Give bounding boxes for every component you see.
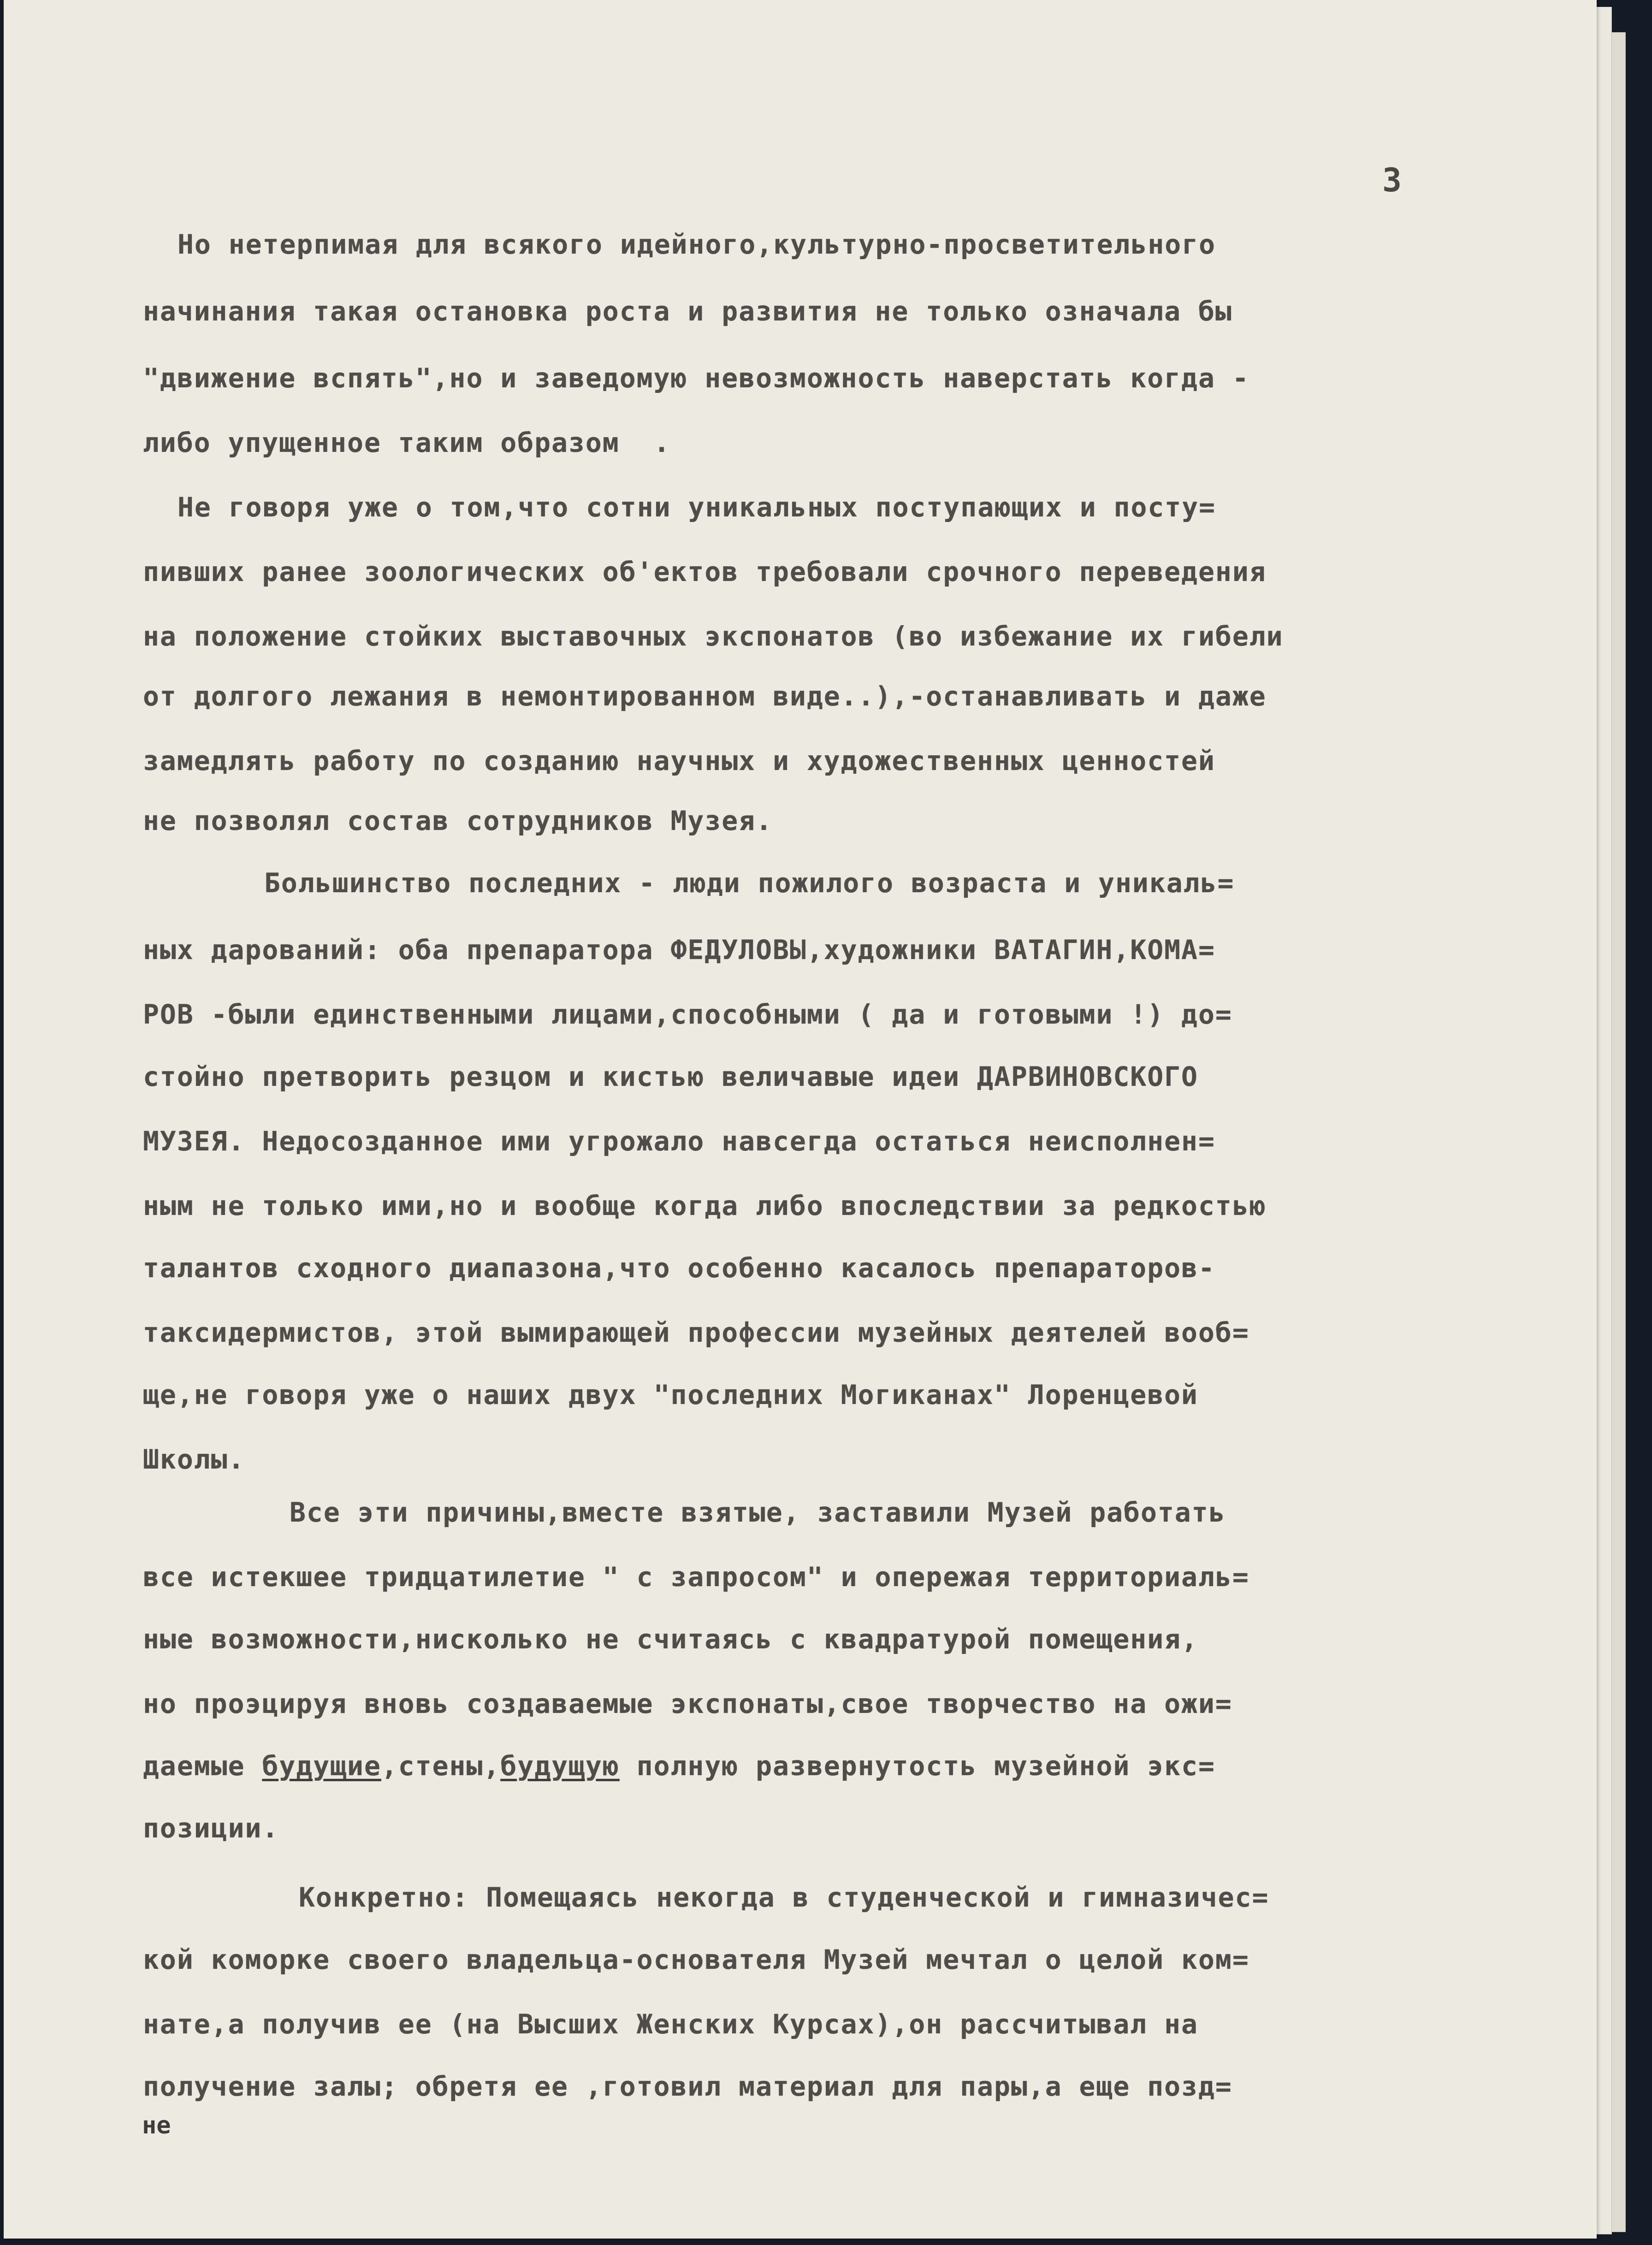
catchword: не [142,2112,171,2139]
text-line: получение залы; обретя ее ,готовил материал для пары,а еще позд= [143,2071,1232,2102]
text-line: "движение вспять",но и заведомую невозможность наверстать когда - [143,362,1249,394]
text-line: на положение стойких выставочных экспонатов (во избежание их гибели [143,621,1284,652]
text-line: талантов сходного диапазона,что особенно касалось препараторов- [143,1252,1215,1284]
text-line: ным не только ими,но и вообще когда либо впоследствии за редкостью [143,1190,1267,1221]
text-line: РОВ -были единственными лицами,способными ( да и готовыми !) до= [143,999,1232,1030]
text-line: все истекшее тридцатилетие " с запросом" и опережая территориаль= [143,1561,1249,1593]
underlined-word: будущую [500,1750,620,1782]
text-line: но проэцируя вновь создаваемые экспонаты,свое творчество на ожи= [143,1688,1232,1719]
text-line: Не говоря уже о том,что сотни уникальных поступающих и посту= [178,492,1216,523]
underlined-word: будущие [262,1750,381,1782]
text-line: ще,не говоря уже о наших двух "последних Могиканах" Лоренцевой [143,1379,1198,1410]
text-line: Школы. [143,1444,245,1475]
text-line: даемые будущие,стены,будущую полную развернутость музейной экс= [143,1750,1215,1782]
text-line: начинания такая остановка роста и развития не только означала бы [143,296,1232,327]
page-number: 3 [1382,161,1402,199]
text-line: Большинство последних - люди пожилого возраста и уникаль= [264,867,1235,899]
text-line: либо упущенное таким образом . [143,427,671,458]
text-line: Но нетерпимая для всякого идейного,культурно-просветительного [178,229,1216,260]
text-line: не позволял состав сотрудников Музея. [143,805,773,836]
text-line: замедлять работу по созданию научных и художественных ценностей [143,745,1215,776]
text-line: МУЗЕЯ. Недосозданное ими угрожало навсегда остаться неисполнен= [143,1125,1215,1157]
text-line: нате,а получив ее (на Высших Женских Курсах),он рассчитывал на [143,2008,1198,2040]
text-line: от долгого лежания в немонтированном виде..),-останавливать и даже [143,681,1267,712]
text-line: стойно претворить резцом и кистью величавые идеи ДАРВИНОВСКОГО [143,1061,1198,1092]
text-line: позиции. [143,1813,279,1844]
typewritten-page [4,0,1597,2239]
text-line: пивших ранее зоологических об'ектов требовали срочного переведения [143,556,1267,587]
text-line: Конкретно: Помещаясь некогда в студенческой и гимназичес= [299,1882,1269,1913]
text-line: кой коморке своего владельца-основателя Музей мечтал о целой ком= [143,1944,1249,1975]
text-line: ные возможности,нисколько не считаясь с квадратурой помещения, [143,1623,1198,1655]
text-line: ных дарований: оба препаратора ФЕДУЛОВЫ,художники ВАТАГИН,КОМА= [143,934,1215,966]
text-line: Все эти причины,вместе взятые, заставили Музей работать [290,1497,1226,1528]
text-line: таксидермистов, этой вымирающей профессии музейных деятелей вооб= [143,1317,1249,1348]
